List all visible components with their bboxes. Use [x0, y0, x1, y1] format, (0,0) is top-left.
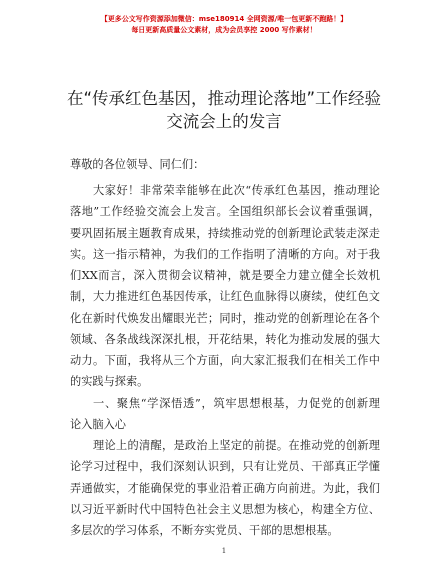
text-line: 多层次的学习体系，不断夯实党员、干部的思想根基。: [70, 524, 339, 537]
text-line: 动力。下面，我将从三个方面，向大家汇报我们在相关工作中: [70, 354, 380, 367]
document-title-line-2: 交流会上的发言: [166, 112, 282, 131]
text-line: 们XX而言，深入贯彻会议精神，就是要全力建立健全长效机: [70, 269, 380, 282]
text-line: 理论上的清醒，是政治上坚定的前提。在推动党的创新理: [93, 439, 380, 452]
text-line: 化在新时代焕发出耀眼光芒；同时，推动党的创新理论在各个: [70, 311, 380, 325]
text-line: 论学习过程中，我们深刻认识到，只有让党员、干部真正学懂: [70, 460, 380, 474]
text-line: 制，大力推进红色基因传承，让红色血脉得以赓续，使红色文: [70, 290, 380, 304]
promo-banner-line-2: 每日更新高质量公文素材，成为会员享控 2000 写作素材！: [131, 26, 317, 34]
promo-banner-line-1: 【更多公文写作资源添加微信：mse180914 全网资源/唯一包更新不跑路！】: [100, 15, 348, 23]
text-line: 大家好！非常荣幸能够在此次“传承红色基因，推动理论: [93, 184, 380, 197]
text-line: 实。这一指示精神，为我们的工作指明了清晰的方向。对于我: [70, 247, 380, 261]
text-line: 一、聚焦“学深悟透”，筑牢思想根基，力促党的创新理: [93, 396, 380, 410]
text-line: 以习近平新时代中国特色社会主义思想为核心，构建全方位、: [70, 502, 380, 516]
text-line: 论入脑入心: [70, 417, 126, 431]
text-line: 落地”工作经验交流会上发言。全国组织部长会议着重强调，: [70, 205, 380, 219]
salutation: 尊敬的各位领导、同仁们：: [70, 158, 205, 171]
text-line: 要巩固拓展主题教育成果，持续推动党的创新理论武装走深走: [70, 226, 380, 240]
text-line: 弄通做实，才能确保党的事业沿着正确方向前进。为此，我们: [70, 481, 380, 495]
document-title-line-1: 在“传承红色基因，推动理论落地”工作经验: [66, 89, 382, 108]
text-line: 领域、各条战线深深扎根，开花结果，转化为推动发展的强大: [70, 332, 380, 346]
text-line: 的实践与探索。: [70, 375, 149, 389]
page-number: 1: [221, 547, 227, 555]
